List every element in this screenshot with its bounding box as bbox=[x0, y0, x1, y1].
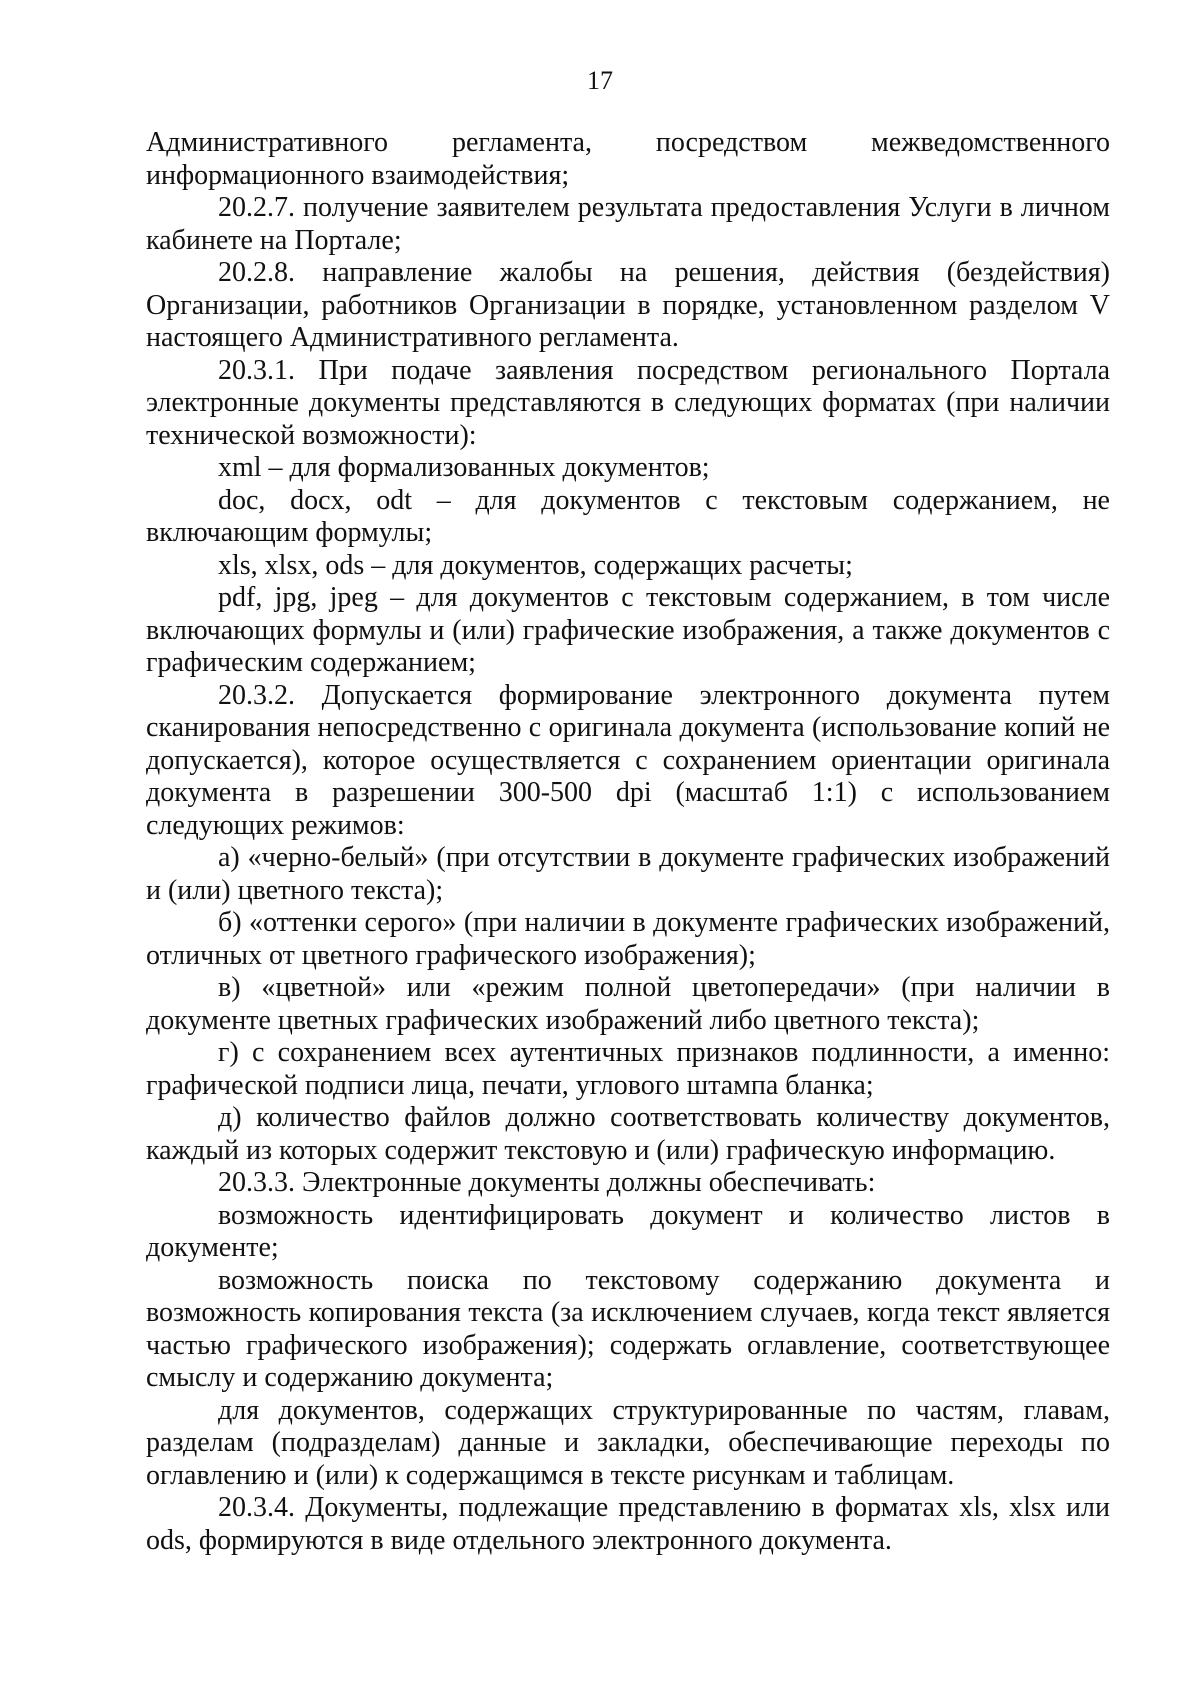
paragraph: xls, xlsx, ods – для документов, содержащих расчеты; bbox=[218, 549, 853, 581]
page-number: 17 bbox=[587, 66, 613, 95]
paragraph: в) «цветной» или «режим полной цветопередачи» (при наличии в документе цветных графических изображений либо цветного текста); bbox=[146, 972, 1110, 1036]
paragraph: xml – для формализованных документов; bbox=[218, 452, 710, 483]
paragraph: Административного регламента, посредством межведомственного информационного взаимодействия; bbox=[146, 127, 1110, 191]
paragraph: 20.3.1. При подаче заявления посредством регионального Портала электронные документы представляются в следующих форматах (при наличии технической возможности): bbox=[146, 354, 1110, 451]
paragraph: б) «оттенки серого» (при наличии в документе графических изображений, отличных от цветного графического изображения); bbox=[146, 907, 1110, 971]
paragraph: а) «черно-белый» (при отсутствии в документе графических изображений и (или) цветного текста); bbox=[146, 842, 1110, 906]
paragraph: для документов, содержащих структурированные по частям, главам, разделам (подразделам) данные и закладки, обеспечивающие переходы по оглавлению и (или) к содержащимся в тексте рисункам и таблицам. bbox=[146, 1394, 1110, 1491]
paragraph: возможность идентифицировать документ и количество листов в документе; bbox=[146, 1199, 1110, 1263]
paragraph: doc, docx, odt – для документов с текстовым содержанием, не включающим формулы; bbox=[146, 484, 1110, 548]
paragraph: возможность поиска по текстовому содержанию документа и возможность копирования текста (за исключением случаев, когда текст является частью графического изображения); содержать оглавление, соответствующее смыслу и содержанию документа; bbox=[146, 1264, 1110, 1393]
paragraph: 20.2.8. направление жалобы на решения, действия (бездействия) Организации, работников Организации в порядке, установленном разделом V настоящего Административного регламента. bbox=[146, 257, 1110, 353]
document-body bbox=[146, 127, 1110, 1557]
paragraph: г) с сохранением всех аутентичных признаков подлинности, а именно: графической подписи лица, печати, углового штампа бланка; bbox=[146, 1037, 1110, 1101]
paragraph: 20.2.7. получение заявителем результата предоставления Услуги в личном кабинете на Портале; bbox=[146, 192, 1110, 256]
paragraph: 20.3.3. Электронные документы должны обеспечивать: bbox=[218, 1167, 876, 1198]
paragraph: 20.3.4. Документы, подлежащие представлению в форматах xls, xlsx или ods, формируются в виде отдельного электронного документа. bbox=[146, 1492, 1110, 1556]
paragraph: pdf, jpg, jpeg – для документов с текстовым содержанием, в том числе включающих формулы и (или) графические изображения, а также документов с графическим содержанием; bbox=[146, 582, 1110, 678]
paragraph: д) количество файлов должно соответствовать количеству документов, каждый из которых содержит текстовую и (или) графическую информацию. bbox=[146, 1102, 1110, 1166]
paragraph: 20.3.2. Допускается формирование электронного документа путем сканирования непосредственно с оригинала документа (использование копий не допускается), которое осуществляется с сохранением ориентации оригинала документа в разрешении 300-500 dpi (масштаб 1:1) с использованием следующих режимов: bbox=[146, 679, 1110, 841]
